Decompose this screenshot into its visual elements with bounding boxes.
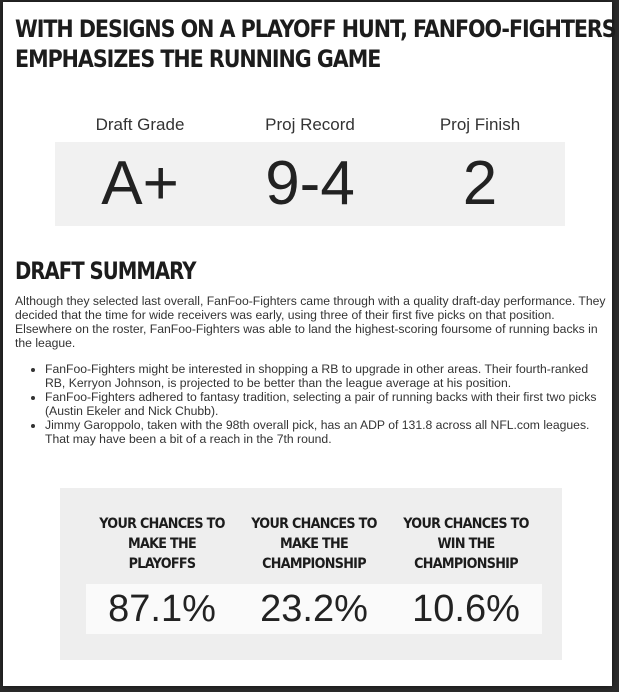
summary-paragraph: Although they selected last overall, FanFoo-Fighters came through with a quality draft-day performance. They decided that the time for wide receivers was early, using three of their first five picks on that position. Elsewhere on the roster, FanFoo-Fighters was able to land the highest-scoring foursome of running backs in the league. [15,294,606,350]
headline-line-2: EMPHASIZES THE RUNNING GAME [15,45,381,73]
summary-bullets [15,362,611,446]
win-championship-chance-value: 10.6% [412,588,520,630]
proj-record-label: Proj Record [265,115,355,134]
proj-finish-value: 2 [462,149,498,218]
win-championship-chance-label: YOUR CHANCES TO WIN THE CHAMPIONSHIP [403,516,529,572]
grades-box [55,142,565,226]
make-championship-chance-label: YOUR CHANCES TO MAKE THE CHAMPIONSHIP [251,516,377,572]
grades-labels [55,112,565,138]
proj-record-value: 9-4 [265,149,355,218]
make-championship-chance-value: 23.2% [260,588,368,630]
playoffs-chance-label: YOUR CHANCES TO MAKE THE PLAYOFFS [99,516,225,572]
chance-values [86,584,542,634]
summary-bullet: • FanFoo-Fighters adhered to fantasy tradition, selecting a pair of running backs with their first two picks (Austin Ekeler and Nick Chubb). [45,390,611,418]
headline-line-1: WITH DESIGNS ON A PLAYOFF HUNT, FANFOO-FIGHTERS [15,15,616,43]
draft-report-card [3,2,616,686]
playoffs-chance-value: 87.1% [108,588,216,630]
headline [15,14,616,74]
chances-box [60,488,562,660]
summary-bullet: • Jimmy Garoppolo, taken with the 98th overall pick, has an ADP of 131.8 across all NFL.com leagues. That may have been a bit of a reach in the 7th round. [45,418,611,446]
draft-grade-value: A+ [101,149,179,218]
draft-grade-label: Draft Grade [95,115,185,134]
proj-finish-label: Proj Finish [439,115,521,134]
chance-labels [86,508,542,580]
summary-bullet: • FanFoo-Fighters might be interested in shopping a RB to upgrade in other areas. Their fourth-ranked RB, Kerryon Johnson, is projected to be better than the league average at his position. [45,362,611,390]
draft-summary-title: DRAFT SUMMARY [15,257,196,285]
